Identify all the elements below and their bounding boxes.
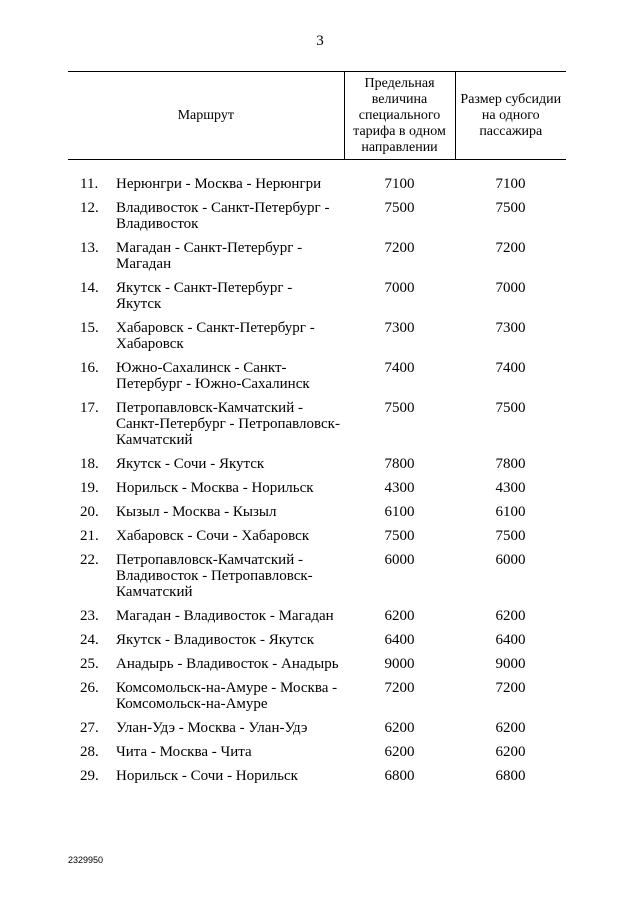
row-number — [68, 454, 104, 478]
table-row — [68, 718, 566, 742]
tariff-cell: 9000 — [384, 656, 415, 672]
route-cell: Владивосток - Санкт-Петербург - Владивосток — [116, 200, 330, 232]
tariff-cell: 7100 — [384, 176, 415, 192]
route-cell: Хабаровск - Сочи - Хабаровск — [116, 528, 310, 544]
table-row — [68, 606, 566, 630]
row-number-label: 27. — [80, 720, 99, 736]
tariff-cell: 6100 — [384, 504, 415, 520]
row-number — [68, 606, 104, 630]
subsidy-cell: 9000 — [495, 656, 526, 672]
tariff-cell: 7800 — [384, 456, 415, 472]
tariff-cell: 6200 — [384, 608, 415, 624]
row-number — [68, 718, 104, 742]
table-row — [68, 454, 566, 478]
row-number — [68, 478, 104, 502]
header-tariff: Предельная величина специального тарифа в одном направлении — [344, 72, 455, 160]
table-row — [68, 630, 566, 654]
row-number — [68, 174, 104, 198]
row-number — [68, 526, 104, 550]
route-cell: Норильск - Сочи - Норильск — [116, 768, 298, 784]
tariff-cell: 6800 — [384, 768, 415, 784]
tariff-cell: 7500 — [384, 400, 415, 416]
row-number — [68, 198, 104, 238]
subsidy-cell: 7300 — [495, 320, 526, 336]
row-number-label: 13. — [80, 240, 99, 256]
row-number-label: 29. — [80, 768, 99, 784]
row-number — [68, 398, 104, 454]
page-number: 3 — [316, 33, 324, 49]
row-number — [68, 654, 104, 678]
tariff-cell: 6400 — [384, 632, 415, 648]
row-number-label: 18. — [80, 456, 99, 472]
route-cell: Нерюнгри - Москва - Нерюнгри — [116, 176, 322, 192]
subsidy-cell: 6200 — [495, 608, 526, 624]
route-cell: Петропавловск-Камчатский - Владивосток - Петропавловск-Камчатский — [116, 552, 313, 600]
row-number-label: 24. — [80, 632, 99, 648]
row-number — [68, 278, 104, 318]
row-number — [68, 550, 104, 606]
row-number — [68, 630, 104, 654]
tariff-cell: 7200 — [384, 240, 415, 256]
tariff-cell: 7300 — [384, 320, 415, 336]
tariff-cell: 6200 — [384, 744, 415, 760]
tariff-cell: 4300 — [384, 480, 415, 496]
route-cell: Хабаровск - Санкт-Петербург - Хабаровск — [116, 320, 315, 352]
table-row — [68, 678, 566, 718]
subsidy-cell: 7200 — [495, 240, 526, 256]
table-row — [68, 502, 566, 526]
row-number — [68, 238, 104, 278]
tariff-cell: 7500 — [384, 528, 415, 544]
row-number-label: 21. — [80, 528, 99, 544]
row-number-label: 22. — [80, 552, 99, 568]
subsidy-cell: 7200 — [495, 680, 526, 696]
routes-table — [68, 71, 566, 790]
row-number — [68, 358, 104, 398]
header-route: Маршрут — [68, 72, 344, 160]
row-number — [68, 742, 104, 766]
table-body — [68, 160, 566, 791]
subsidy-cell: 4300 — [495, 480, 526, 496]
row-number — [68, 502, 104, 526]
subsidy-cell: 7500 — [495, 400, 526, 416]
tariff-cell: 6000 — [384, 552, 415, 568]
row-number-label: 23. — [80, 608, 99, 624]
row-number-label: 28. — [80, 744, 99, 760]
subsidy-cell: 6200 — [495, 720, 526, 736]
route-cell: Якутск - Санкт-Петербург - Якутск — [116, 280, 293, 312]
table-row — [68, 478, 566, 502]
subsidy-cell: 7100 — [495, 176, 526, 192]
subsidy-cell: 7500 — [495, 200, 526, 216]
row-number-label: 16. — [80, 360, 99, 376]
row-number-label: 11. — [80, 176, 99, 192]
table-row — [68, 278, 566, 318]
subsidy-cell: 6100 — [495, 504, 526, 520]
routes-table-container — [68, 71, 566, 790]
table-row — [68, 654, 566, 678]
table-row — [68, 398, 566, 454]
table-row — [68, 318, 566, 358]
row-number-label: 26. — [80, 680, 99, 696]
subsidy-cell: 7400 — [495, 360, 526, 376]
route-cell: Норильск - Москва - Норильск — [116, 480, 314, 496]
header-spacer — [68, 160, 566, 175]
row-number-label: 17. — [80, 400, 99, 416]
subsidy-cell: 7500 — [495, 528, 526, 544]
document-id: 2329950 — [68, 855, 104, 865]
row-number-label: 15. — [80, 320, 99, 336]
subsidy-cell: 6800 — [495, 768, 526, 784]
row-number — [68, 318, 104, 358]
route-cell: Анадырь - Владивосток - Анадырь — [116, 656, 339, 672]
subsidy-cell: 6200 — [495, 744, 526, 760]
table-row — [68, 174, 566, 198]
subsidy-cell: 6000 — [495, 552, 526, 568]
route-cell: Улан-Удэ - Москва - Улан-Удэ — [116, 720, 308, 736]
row-number-label: 20. — [80, 504, 99, 520]
route-cell: Якутск - Сочи - Якутск — [116, 456, 265, 472]
table-row — [68, 766, 566, 790]
subsidy-cell: 7000 — [495, 280, 526, 296]
route-cell: Чита - Москва - Чита — [116, 744, 252, 760]
route-cell: Южно-Сахалинск - Санкт-Петербург - Южно-Сахалинск — [116, 360, 310, 392]
table-header — [68, 72, 566, 160]
row-number-label: 12. — [80, 200, 99, 216]
route-cell: Петропавловск-Камчатский - Санкт-Петербург - Петропавловск-Камчатский — [116, 400, 340, 448]
table-row — [68, 358, 566, 398]
table-row — [68, 198, 566, 238]
route-cell: Кызыл - Москва - Кызыл — [116, 504, 277, 520]
row-number-label: 19. — [80, 480, 99, 496]
tariff-cell: 7200 — [384, 680, 415, 696]
row-number — [68, 678, 104, 718]
row-number — [68, 766, 104, 790]
route-cell: Магадан - Владивосток - Магадан — [116, 608, 334, 624]
subsidy-cell: 7800 — [495, 456, 526, 472]
table-row — [68, 550, 566, 606]
row-number-label: 14. — [80, 280, 99, 296]
row-number-label: 25. — [80, 656, 99, 672]
route-cell: Комсомольск-на-Амуре - Москва - Комсомольск-на-Амуре — [116, 680, 338, 712]
tariff-cell: 7400 — [384, 360, 415, 376]
header-subsidy: Размер субсидии на одного пассажира — [455, 72, 566, 160]
tariff-cell: 7500 — [384, 200, 415, 216]
table-row — [68, 742, 566, 766]
subsidy-cell: 6400 — [495, 632, 526, 648]
route-cell: Магадан - Санкт-Петербург - Магадан — [116, 240, 303, 272]
tariff-cell: 7000 — [384, 280, 415, 296]
table-row — [68, 526, 566, 550]
tariff-cell: 6200 — [384, 720, 415, 736]
route-cell: Якутск - Владивосток - Якутск — [116, 632, 314, 648]
table-row — [68, 238, 566, 278]
